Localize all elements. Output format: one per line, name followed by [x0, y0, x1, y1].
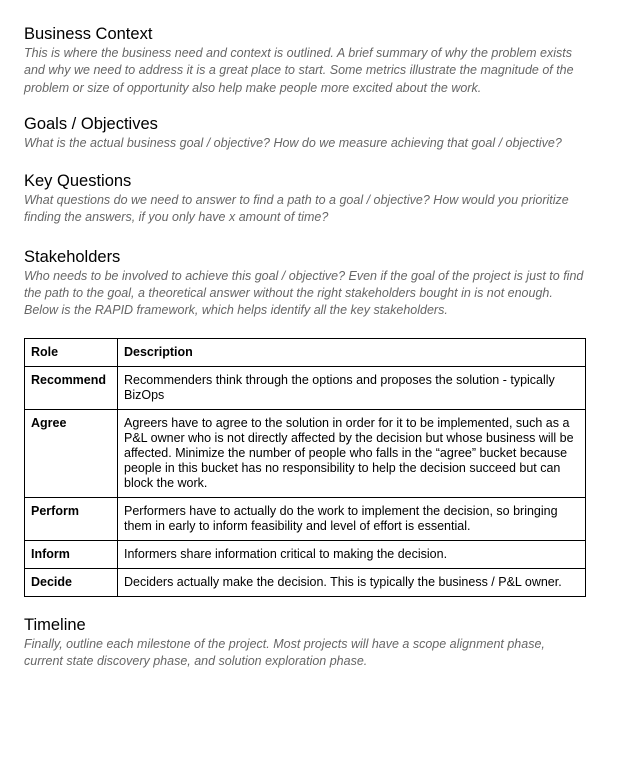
table-cell-role: Decide [25, 568, 118, 596]
table-header-description: Description [118, 338, 586, 366]
heading-goals: Goals / Objectives [24, 114, 158, 133]
section-goals [24, 114, 599, 152]
table-row [25, 409, 586, 497]
table-cell-role: Perform [25, 497, 118, 540]
text-key-questions: What questions do we need to answer to find a path to a goal / objective? How would you prioritize finding the answers, if you only have x amount of time? [24, 193, 569, 225]
table-cell-description: Recommenders think through the options and proposes the solution - typically BizOps [118, 366, 586, 409]
section-timeline [24, 615, 599, 671]
table-row [25, 568, 586, 596]
text-stakeholders: Who needs to be involved to achieve this goal / objective? Even if the goal of the project is just to find the path to the goal, a theoretical answer without the right stakeholders bought in is not enough. Below is the RAPID framework, which helps identify all the key stakeholders. [24, 268, 584, 318]
section-business-context [24, 24, 599, 97]
rapid-table [24, 338, 586, 597]
text-timeline: Finally, outline each milestone of the project. Most projects will have a scope alignment phase, current state discovery phase, and solution exploration phase. [24, 636, 545, 668]
heading-stakeholders: Stakeholders [24, 247, 121, 266]
table-cell-role: Inform [25, 540, 118, 568]
table-cell-description: Deciders actually make the decision. This is typically the business / P&L owner. [118, 568, 586, 596]
table-row [25, 540, 586, 568]
heading-key-questions: Key Questions [24, 172, 132, 191]
heading-business-context: Business Context [24, 25, 153, 43]
heading-timeline: Timeline [24, 615, 86, 634]
section-key-questions [24, 171, 599, 227]
table-cell-description: Performers have to actually do the work to implement the decision, so bringing them in early to inform feasibility and level of effort is essential. [118, 497, 586, 540]
table-row [25, 497, 586, 540]
section-stakeholders [24, 247, 599, 320]
table-row [25, 366, 586, 409]
table-cell-role: Recommend [25, 366, 118, 409]
text-goals: What is the actual business goal / objective? How do we measure achieving that goal / objective? [24, 135, 562, 150]
table-cell-description: Informers share information critical to making the decision. [118, 540, 586, 568]
table-header-role: Role [25, 338, 118, 366]
table-header-row [25, 338, 586, 366]
text-business-context: This is where the business need and context is outlined. A brief summary of why the problem exists and why we need to address it is a great place to start. Some metrics illustrate the magnitude of the problem or size of opportunity also help make people more excited about the work. [24, 46, 574, 95]
table-cell-description: Agreers have to agree to the solution in order for it to be implemented, such as a P&L owner who is not directly affected by the decision but whose business will be affected. Minimize the number of people who falls in the “agree” bucket because people in this bucket has no responsibility to help the decision succeed but can block the work. [118, 409, 586, 497]
table-cell-role: Agree [25, 409, 118, 497]
